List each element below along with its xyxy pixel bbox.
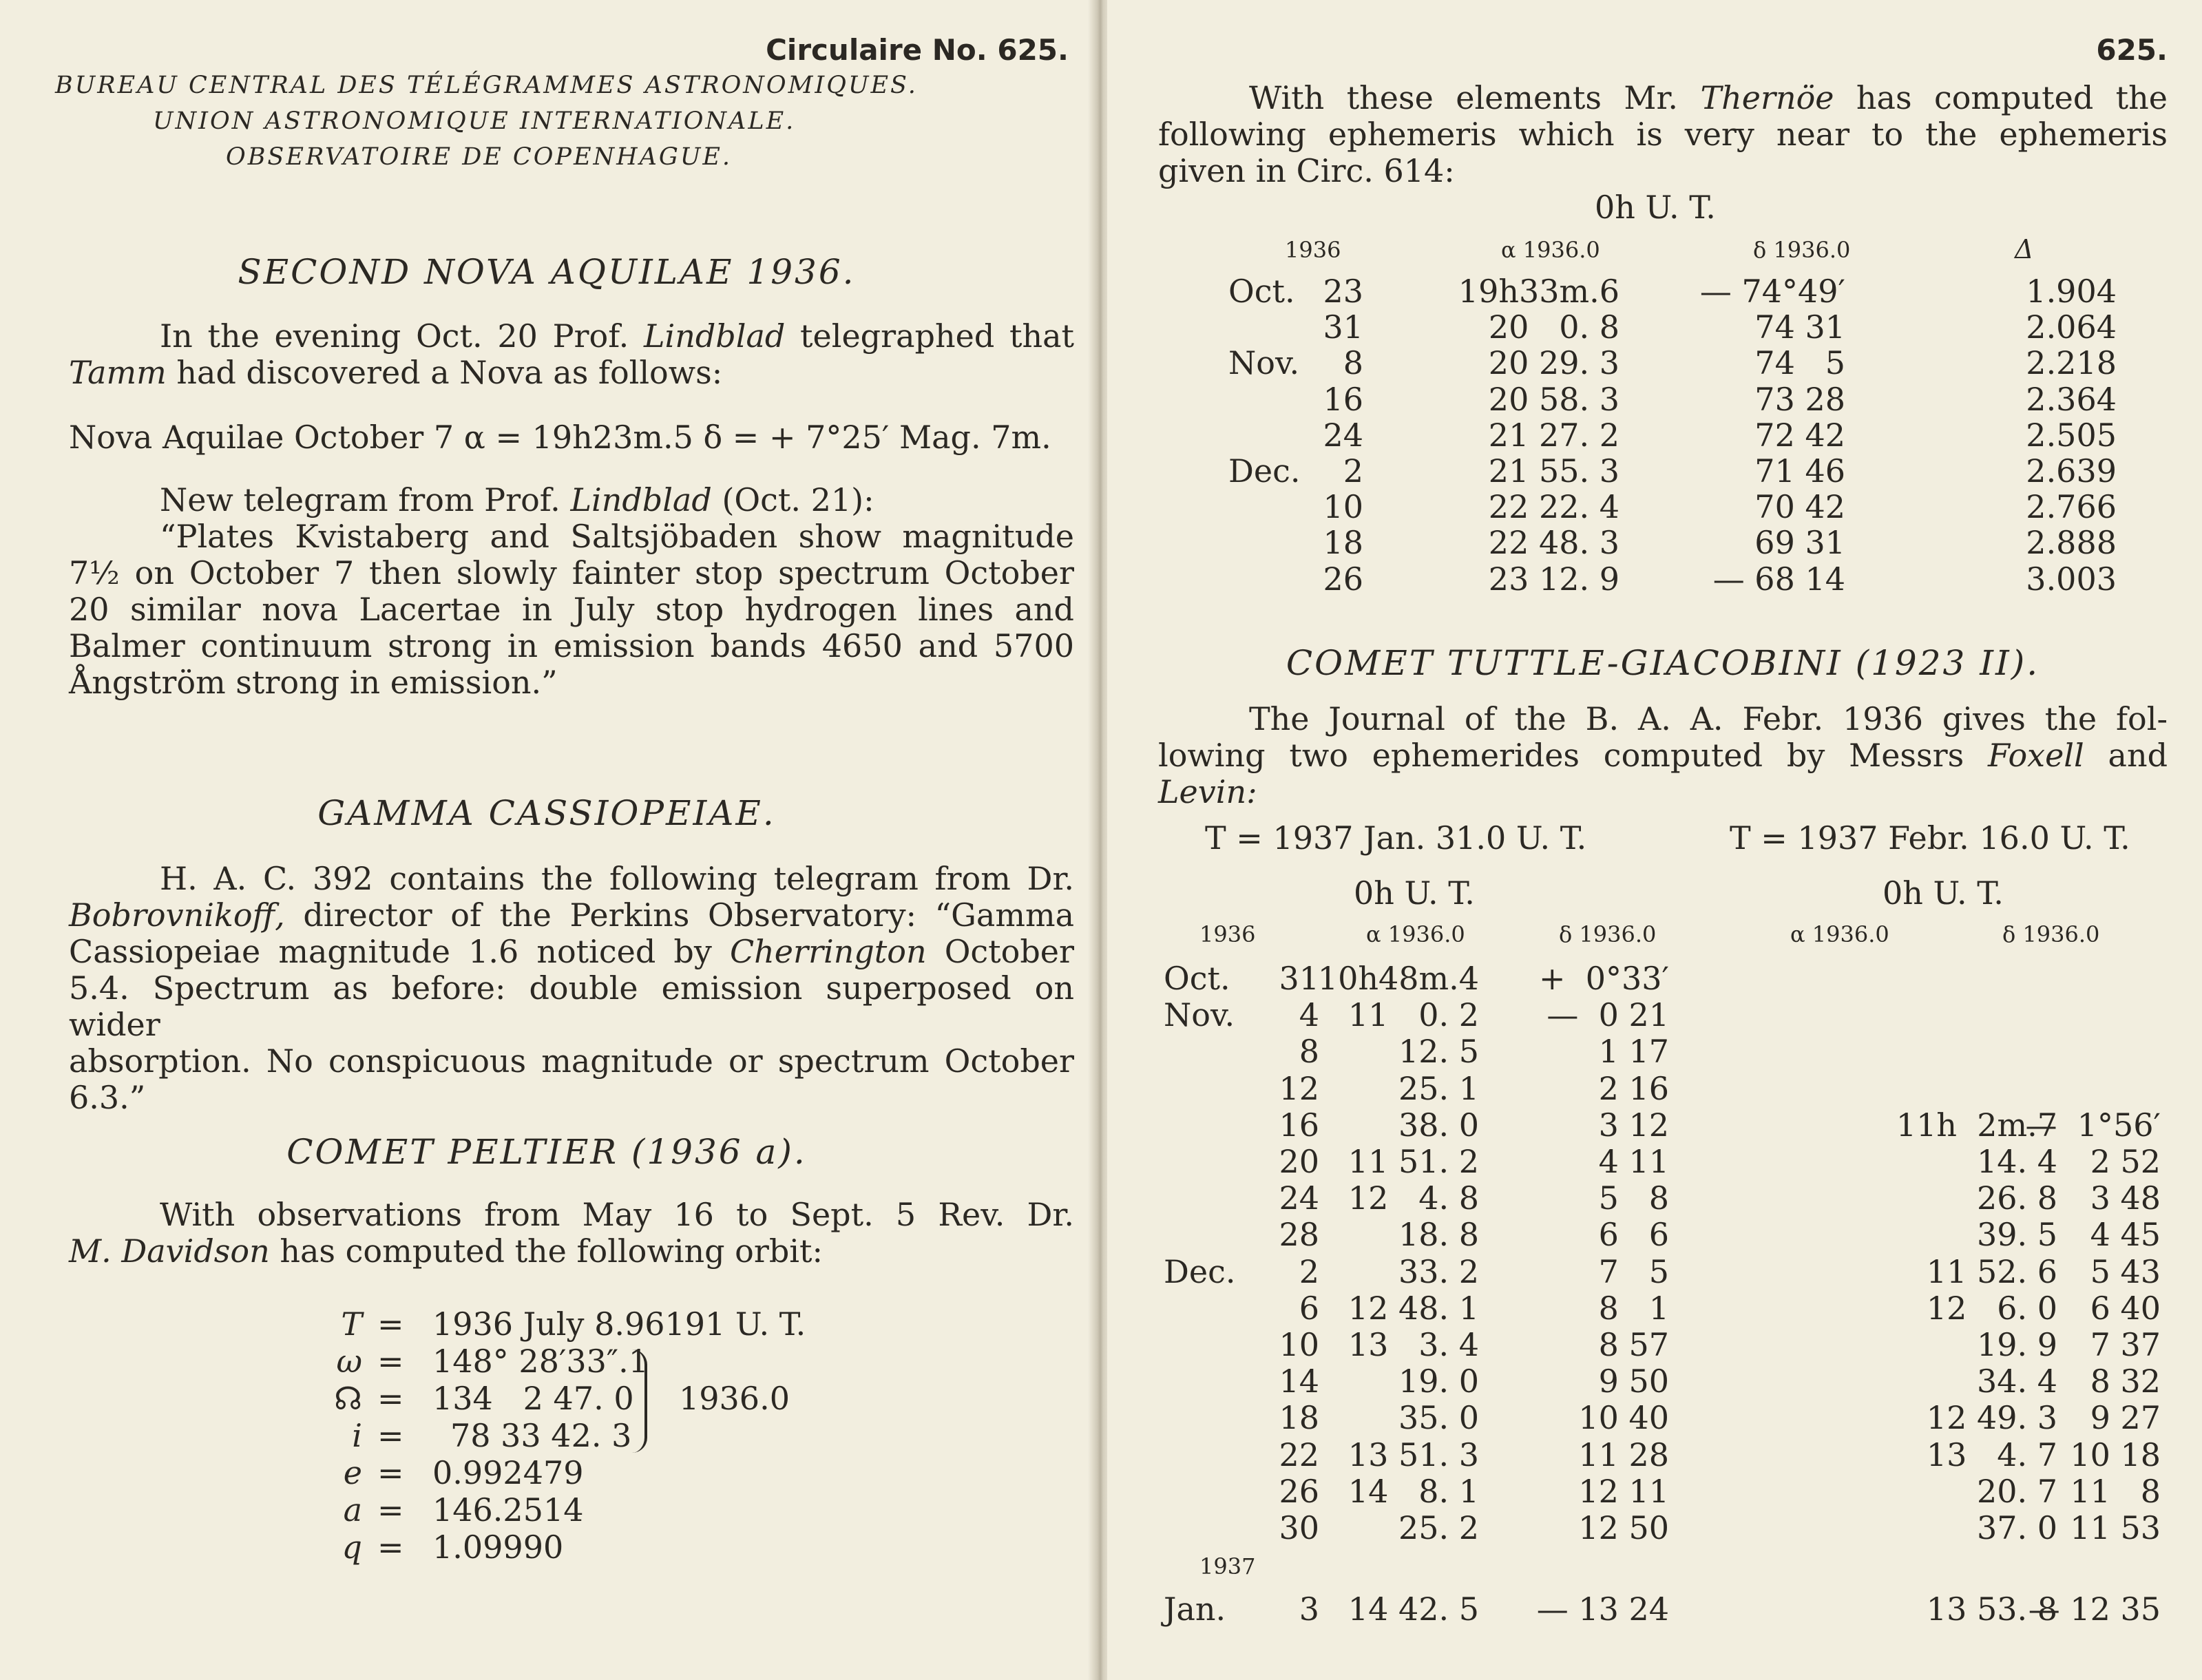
- delta-cell: 2.505: [2026, 416, 2117, 454]
- day-cell: 28: [1279, 1216, 1319, 1254]
- day-cell: 6: [1299, 1289, 1319, 1327]
- left-page: [0, 0, 1093, 1680]
- ra-cell: 22 22. 4: [1488, 488, 1619, 526]
- dec-cell: 71 46: [1754, 452, 1845, 490]
- delta-cell: 2.888: [2026, 524, 2117, 562]
- nova-paragraph-1: In the evening Oct. 20 Prof. Lindblad telegraphed that Tamm had discovered a Nova as follows:: [69, 317, 1074, 391]
- ra-cell-1: 33. 2: [1398, 1252, 1479, 1290]
- ra-cell-2: 11 52. 6: [1926, 1252, 2057, 1290]
- ra-cell: 19h33m.6: [1458, 273, 1619, 310]
- day-cell: 8: [1343, 344, 1363, 382]
- day-cell: 10: [1279, 1326, 1319, 1363]
- ra-cell-2: 11h 2m.7: [1896, 1106, 2057, 1144]
- ra-cell-2: 13 4. 7: [1926, 1436, 2057, 1473]
- tuttle-title: COMET TUTTLE-GIACOBINI (1923 II).: [1286, 643, 2040, 683]
- gamma-paragraph: H. A. C. 392 contains the following telegram from Dr. Bobrovnikoff, director of the Perkins Observatory: “Gamma Cassiopeiae magnitude 1.6 noticed by Cherrington October 5.4. Spectrum as before: double emission superposed on wider absorption. No conspicuous magnitude or spectrum October 6.3.”: [69, 860, 1075, 1116]
- day-cell: 14: [1279, 1363, 1319, 1400]
- day-cell: 16: [1279, 1106, 1319, 1144]
- ra-cell-2: 20. 7: [1976, 1472, 2057, 1510]
- day-cell: 2: [1343, 452, 1363, 490]
- dec-cell-2: 5 43: [2090, 1252, 2161, 1290]
- delta-cell: 3.003: [2026, 560, 2117, 598]
- ra-cell-1: 35. 0: [1398, 1399, 1479, 1437]
- tuttle-paragraph: The Journal of the B. A. A. Febr. 1936 gives the fol- lowing two ephemerides computed by Messrs Foxell and Levin:: [1158, 700, 2168, 810]
- ra-cell-1: 12 48. 1: [1348, 1289, 1479, 1327]
- day-cell: 20: [1279, 1143, 1319, 1180]
- ra-cell-1: 13 51. 3: [1348, 1436, 1479, 1473]
- orbit-symbol: i: [352, 1417, 362, 1454]
- peltier-paragraph: With observations from May 16 to Sept. 5 Rev. Dr. M. Davidson has computed the following orbit:: [69, 1196, 1074, 1270]
- dec-cell-1: 3 12: [1598, 1106, 1669, 1144]
- delta-cell: 2.639: [2026, 452, 2117, 490]
- perihelion-2: T = 1937 Febr. 16.0 U. T.: [1730, 819, 2130, 857]
- dec-cell: 69 31: [1754, 524, 1845, 562]
- ra-cell: 23 12. 9: [1488, 560, 1619, 598]
- ra-cell-2: 26. 8: [1976, 1179, 2057, 1217]
- ra-cell-2: 13 53. 8: [1926, 1590, 2057, 1628]
- orbit-equals: =: [377, 1529, 404, 1566]
- nova-paragraph-2: New telegram from Prof. Lindblad (Oct. 21): “Plates Kvistaberg and Saltsjöbaden show magnitude 7½ on October 7 then slowly fainter stop spectrum October 20 similar nova Lacertae in July stop hydrogen lines and Balmer continuum strong in emission bands 4650 and 5700 Ångström strong in emission.”: [69, 481, 1074, 701]
- ra-cell: 22 48. 3: [1488, 524, 1619, 562]
- ra-cell-1: 25. 1: [1398, 1069, 1479, 1107]
- orbit-value: 134 2 47. 0: [432, 1380, 634, 1417]
- ra-cell-1: 11 51. 2: [1348, 1143, 1479, 1180]
- dec-cell-2: 6 40: [2090, 1289, 2161, 1327]
- day-cell: 24: [1279, 1179, 1319, 1217]
- dec-cell-2: — 12 35: [2028, 1590, 2161, 1628]
- orbit-symbol: a: [343, 1491, 362, 1529]
- ra-cell: 20 0. 8: [1488, 308, 1619, 346]
- orbit-equals: =: [377, 1491, 404, 1529]
- ra-header: α 1936.0: [1501, 237, 1600, 263]
- day-cell: 23: [1323, 273, 1363, 310]
- orbit-symbol: ☊: [334, 1380, 362, 1417]
- dec-cell-1: 6 6: [1598, 1216, 1669, 1254]
- delta-cell: 2.064: [2026, 308, 2117, 346]
- peltier-title: COMET PELTIER (1936 a).: [286, 1132, 807, 1172]
- dec-cell-1: 1 17: [1598, 1033, 1669, 1071]
- day-cell: 26: [1279, 1472, 1319, 1510]
- ra-cell-2: 12 6. 0: [1926, 1289, 2057, 1327]
- dec-cell-2: 11 8: [2070, 1472, 2161, 1510]
- month-cell: Jan.: [1164, 1590, 1226, 1628]
- ra-cell: 20 58. 3: [1488, 380, 1619, 418]
- orbit-symbol: q: [342, 1529, 362, 1566]
- bureau-line-3: OBSERVATOIRE DE COPENHAGUE.: [226, 143, 733, 171]
- day-cell: 24: [1323, 416, 1363, 454]
- dec-cell-1: 7 5: [1598, 1252, 1669, 1290]
- ra-cell-1: 11 0. 2: [1348, 996, 1479, 1034]
- orbit-equals: =: [377, 1305, 404, 1343]
- ra-cell-1: 12. 5: [1398, 1033, 1479, 1071]
- ra-cell-1: 14 8. 1: [1348, 1472, 1479, 1510]
- ra-cell-2: 12 49. 3: [1926, 1399, 2057, 1437]
- orbit-value: 1.09990: [432, 1529, 564, 1566]
- orbit-equals: =: [377, 1380, 404, 1417]
- nova-coordinates: Nova Aquilae October 7 α = 19h23m.5 δ = + 7°25′ Mag. 7m.: [69, 419, 1051, 456]
- orbit-value: 78 33 42. 3: [450, 1417, 632, 1454]
- month-cell: Nov.: [1228, 344, 1300, 382]
- dec-cell-1: 4 11: [1598, 1143, 1669, 1180]
- dec-cell-1: 12 50: [1578, 1509, 1669, 1546]
- dec-cell: — 68 14: [1712, 560, 1845, 598]
- dec-cell-2: 3 48: [2090, 1179, 2161, 1217]
- dec-cell-1: + 0°33′: [1538, 960, 1669, 997]
- dec-cell-1: 11 28: [1578, 1436, 1669, 1473]
- ra-cell-2: 37. 0: [1976, 1509, 2057, 1546]
- dec-cell-1: 12 11: [1578, 1472, 1669, 1510]
- orbit-bracket: [632, 1350, 647, 1453]
- page-number: 625.: [2096, 33, 2168, 67]
- dec-cell: 72 42: [1754, 416, 1845, 454]
- delta-cell: 2.364: [2026, 380, 2117, 418]
- ra-cell: 20 29. 3: [1488, 344, 1619, 382]
- dec-cell-1: 2 16: [1598, 1069, 1669, 1107]
- dec-cell-1: 5 8: [1598, 1179, 1669, 1217]
- dec-cell-2: 9 27: [2090, 1399, 2161, 1437]
- ra-cell: 21 55. 3: [1488, 452, 1619, 490]
- month-cell: Oct.: [1164, 960, 1230, 997]
- dec-cell-2: 11 53: [2070, 1509, 2161, 1546]
- year-header: 1936: [1199, 921, 1256, 947]
- ra-cell-1: 13 3. 4: [1348, 1326, 1479, 1363]
- dec-cell-1: 10 40: [1578, 1399, 1669, 1437]
- perihelion-1: T = 1937 Jan. 31.0 U. T.: [1205, 819, 1587, 857]
- month-cell: Dec.: [1164, 1252, 1236, 1290]
- day-cell: 30: [1279, 1509, 1319, 1546]
- day-cell: 31: [1323, 308, 1363, 346]
- year-header: 1936: [1285, 237, 1341, 263]
- ut-label: 0h U. T.: [1595, 189, 1716, 226]
- ra-cell-2: 14. 4: [1976, 1143, 2057, 1180]
- day-cell: 2: [1299, 1252, 1319, 1290]
- dec-cell-1: 8 1: [1598, 1289, 1669, 1327]
- dec-cell: — 74°49′: [1699, 273, 1845, 310]
- month-cell: Oct.: [1228, 273, 1295, 310]
- dec-cell-1: — 0 21: [1546, 996, 1669, 1034]
- day-cell: 18: [1323, 524, 1363, 562]
- dec-cell-2: 7 37: [2090, 1326, 2161, 1363]
- circular-header: Circulaire No. 625.: [766, 33, 1069, 67]
- delta-header: Δ: [2015, 234, 2034, 264]
- day-cell: 22: [1279, 1436, 1319, 1473]
- ra-cell-1: 14 42. 5: [1348, 1590, 1479, 1628]
- orbit-symbol: e: [343, 1454, 362, 1491]
- day-cell: 16: [1323, 380, 1363, 418]
- orbit-symbol: T: [341, 1305, 362, 1343]
- ra-header-2: α 1936.0: [1790, 921, 1889, 947]
- dec-cell-2: — 1°56′: [2025, 1106, 2161, 1144]
- ra-cell-1: 19. 0: [1398, 1363, 1479, 1400]
- ra-cell-1: 38. 0: [1398, 1106, 1479, 1144]
- bureau-line-2: UNION ASTRONOMIQUE INTERNATIONALE.: [153, 107, 796, 135]
- dec-cell-1: — 13 24: [1536, 1590, 1669, 1628]
- dec-cell-1: 8 57: [1598, 1326, 1669, 1363]
- dec-cell-2: 8 32: [2090, 1363, 2161, 1400]
- ra-cell-1: 10h48m.4: [1317, 960, 1479, 997]
- orbit-symbol: ω: [336, 1343, 362, 1380]
- day-cell: 8: [1299, 1033, 1319, 1071]
- dec-cell-2: 2 52: [2090, 1143, 2161, 1180]
- dec-cell: 73 28: [1754, 380, 1845, 418]
- dec-cell: 70 42: [1754, 488, 1845, 526]
- dec-header: δ 1936.0: [1753, 237, 1851, 263]
- day-cell: 26: [1323, 560, 1363, 598]
- ra-cell-2: 34. 4: [1976, 1363, 2057, 1400]
- delta-cell: 2.766: [2026, 488, 2117, 526]
- ra-cell-2: 39. 5: [1976, 1216, 2057, 1254]
- day-cell: 12: [1279, 1069, 1319, 1107]
- nova-title: SECOND NOVA AQUILAE 1936.: [238, 252, 856, 292]
- delta-cell: 1.904: [2026, 273, 2117, 310]
- day-cell: 18: [1279, 1399, 1319, 1437]
- day-cell: 10: [1323, 488, 1363, 526]
- ra-cell-2: 19. 9: [1976, 1326, 2057, 1363]
- ra-cell-1: 18. 8: [1398, 1216, 1479, 1254]
- orbit-value: 0.992479: [432, 1454, 584, 1491]
- orbit-value: 148° 28′33″.1: [432, 1343, 649, 1380]
- day-cell: 4: [1299, 996, 1319, 1034]
- dec-cell-1: 9 50: [1598, 1363, 1669, 1400]
- year-1937-label: 1937: [1199, 1553, 1256, 1579]
- ut-label-1: 0h U. T.: [1354, 874, 1475, 912]
- month-cell: Dec.: [1228, 452, 1301, 490]
- orbit-value: 1936 July 8.96191 U. T.: [432, 1305, 806, 1343]
- dec-cell: 74 31: [1754, 308, 1845, 346]
- dec-cell: 74 5: [1754, 344, 1845, 382]
- dec-cell-2: 10 18: [2070, 1436, 2161, 1473]
- bureau-line-1: BUREAU CENTRAL DES TÉLÉGRAMMES ASTRONOMIQUES.: [55, 72, 918, 99]
- gamma-title: GAMMA CASSIOPEIAE.: [317, 793, 776, 833]
- delta-cell: 2.218: [2026, 344, 2117, 382]
- dec-cell-2: 4 45: [2090, 1216, 2161, 1254]
- orbit-value: 146.2514: [432, 1491, 584, 1529]
- right-page: [1107, 0, 2202, 1680]
- ra-cell: 21 27. 2: [1488, 416, 1619, 454]
- ra-header-1: α 1936.0: [1366, 921, 1465, 947]
- ephemeris-intro: With these elements Mr. Thernöe has computed the following ephemeris which is very near to the ephemeris given in Circ. 614:: [1158, 79, 2168, 189]
- ut-label-2: 0h U. T.: [1883, 874, 2004, 912]
- orbit-equals: =: [377, 1343, 404, 1380]
- ra-cell-1: 12 4. 8: [1348, 1179, 1479, 1217]
- orbit-equals: =: [377, 1417, 404, 1454]
- orbit-epoch: 1936.0: [679, 1380, 790, 1417]
- dec-header-2: δ 1936.0: [2002, 921, 2100, 947]
- day-cell: 31: [1279, 960, 1319, 997]
- day-cell: 3: [1299, 1590, 1319, 1628]
- month-cell: Nov.: [1164, 996, 1235, 1034]
- orbit-equals: =: [377, 1454, 404, 1491]
- dec-header-1: δ 1936.0: [1559, 921, 1657, 947]
- ra-cell-1: 25. 2: [1398, 1509, 1479, 1546]
